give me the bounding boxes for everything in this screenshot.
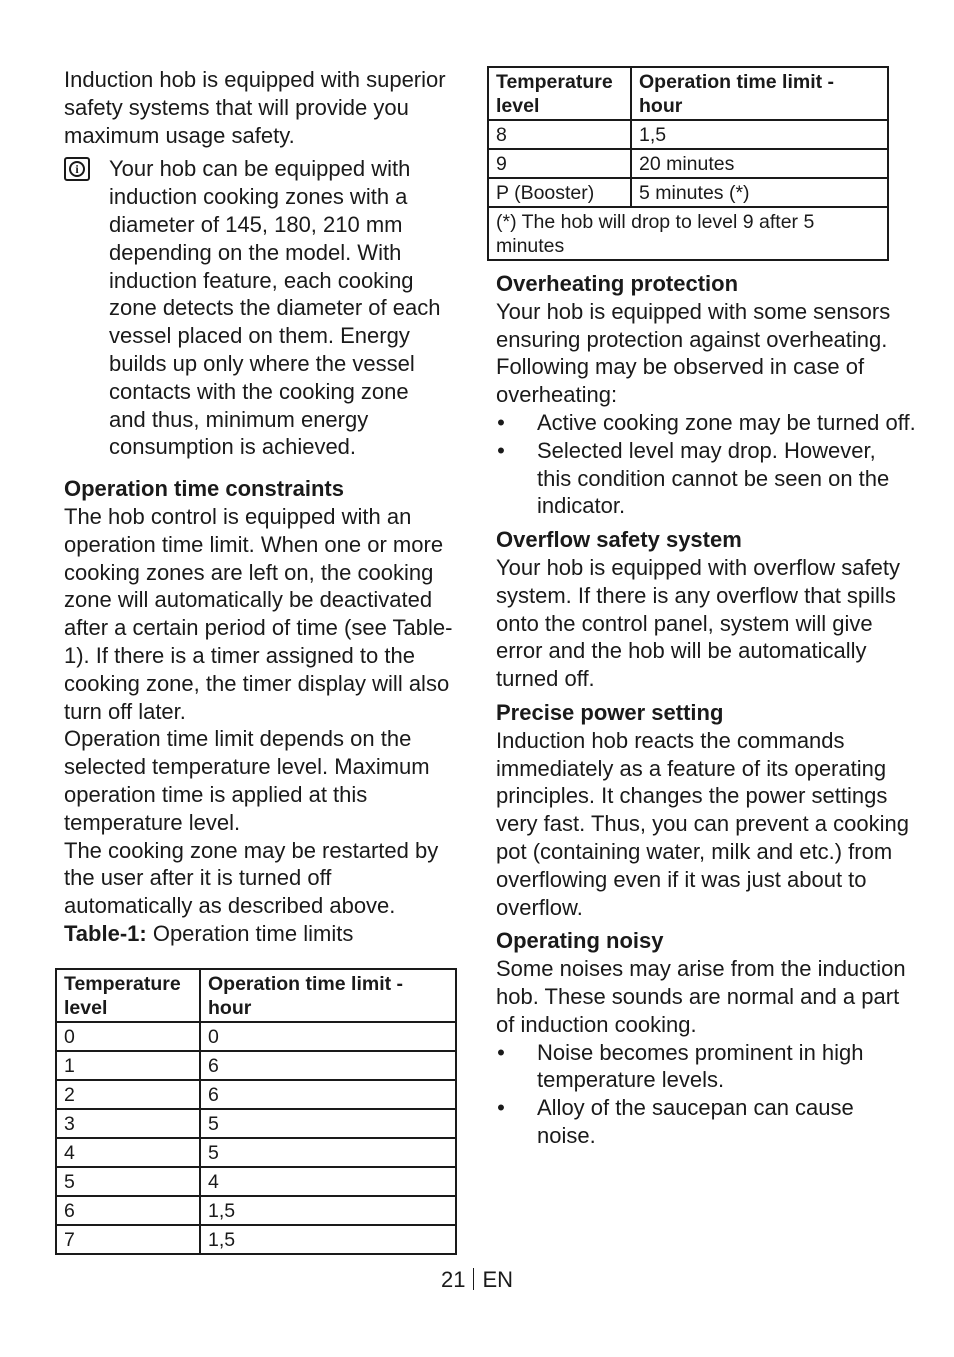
limit-cell: 20 minutes [631, 149, 888, 178]
operating-noise-section [496, 927, 916, 1149]
limit-cell: 6 [200, 1080, 456, 1109]
precise-power-text: Induction hob reacts the commands immediately as a feature of its operating principles. It changes the power settings very fast. Thus, you can prevent a cooking pot (containing water, milk and etc.) from overflowing even if it was just about to overflow. [496, 727, 909, 920]
level-cell: P (Booster) [488, 178, 631, 207]
operation-time-paragraph-3: The cooking zone may be restarted by the user after it is turned off automatically as described above. [64, 837, 439, 919]
list-item: • Noise becomes prominent in high temperature levels. [497, 1039, 864, 1093]
operating-noise-heading: Operating noisy [496, 928, 664, 954]
table-row [56, 1196, 456, 1225]
table-footnote: (*) The hob will drop to level 9 after 5 minutes [488, 207, 888, 260]
level-cell: 0 [56, 1022, 200, 1051]
operation-time-paragraph-2: Operation time limit depends on the selected temperature level. Maximum operation time is applied at this temperature level. [64, 726, 430, 835]
operation-time-section [64, 475, 464, 948]
table-row [488, 120, 888, 149]
limit-cell: 5 minutes (*) [631, 178, 888, 207]
table-row [56, 1167, 456, 1196]
table-caption [64, 920, 464, 948]
table-row [56, 1138, 456, 1167]
level-cell: 3 [56, 1109, 200, 1138]
table-caption-text: Operation time limits [146, 920, 354, 946]
header-temperature-level: Temperature level [56, 969, 200, 1022]
operation-time-table-2 [487, 66, 889, 261]
footer-divider [473, 1268, 474, 1290]
page-footer [0, 1266, 954, 1294]
precise-power-heading: Precise power setting [496, 699, 724, 725]
bullet-dot: • [497, 1095, 505, 1121]
operation-time-heading: Operation time constraints [64, 476, 344, 502]
limit-cell: 1,5 [200, 1225, 456, 1254]
overheating-bullet-list [496, 409, 916, 520]
header-temperature-level: Temperature level [488, 67, 631, 120]
level-cell: 5 [56, 1167, 200, 1196]
limit-cell: 4 [200, 1167, 456, 1196]
overheating-text: Your hob is equipped with some sensors ensuring protection against overheating. Following may be observed in case of overheating: [496, 298, 891, 408]
info-note-text: Your hob can be equipped with induction cooking zones with a diameter of 145, 180, 210 mm depending on the model. With induction feature, each cooking zone detects the diameter of each vessel placed on them. Energy builds up only where the vessel contacts with the cooking zone and thus, minimum energy consumption is achieved. [109, 156, 441, 460]
limit-cell: 5 [200, 1138, 456, 1167]
limit-cell: 1,5 [200, 1196, 456, 1225]
intro-paragraph: Induction hob is equipped with superior safety systems that will provide you maximum usage safety. [64, 67, 446, 148]
info-icon: i [64, 157, 90, 181]
page-number: 21 [440, 1267, 466, 1292]
limit-cell: 1,5 [631, 120, 888, 149]
level-cell: 6 [56, 1196, 200, 1225]
overheating-heading: Overheating protection [496, 271, 739, 296]
table-footnote-row [488, 207, 888, 260]
list-item: • Active cooking zone may be turned off. [497, 409, 916, 435]
level-cell: 2 [56, 1080, 200, 1109]
table-row [56, 1080, 456, 1109]
operating-noise-text: Some noises may arise from the induction hob. These sounds are normal and a part of induction cooking. [496, 956, 906, 1037]
right-column [496, 270, 916, 1150]
level-cell: 1 [56, 1051, 200, 1080]
left-column [64, 66, 464, 948]
level-cell: 7 [56, 1225, 200, 1254]
header-operation-time-limit: Operation time limit - hour [631, 67, 888, 120]
bullet-dot: • [497, 1039, 505, 1065]
table-caption-label: Table-1: [64, 920, 147, 946]
list-item: • Selected level may drop. However, this condition cannot be seen on the indicator. [497, 437, 890, 519]
level-cell: 8 [488, 120, 631, 149]
language-code: EN [482, 1267, 514, 1292]
bullet-dot: • [497, 409, 505, 435]
list-item: • Alloy of the saucepan can cause noise. [497, 1095, 854, 1148]
table-header-row [488, 67, 888, 120]
limit-cell: 0 [200, 1022, 456, 1051]
overflow-text: Your hob is equipped with overflow safety system. If there is any overflow that spills onto the control panel, system will give error and the hob will be automatically turned off. [496, 554, 900, 692]
table-row [488, 178, 888, 207]
operating-noise-bullet-list [496, 1039, 916, 1150]
table-row [56, 1109, 456, 1138]
level-cell: 4 [56, 1138, 200, 1167]
table-row [56, 1051, 456, 1080]
table-header-row [56, 969, 456, 1022]
table-row [488, 149, 888, 178]
limit-cell: 6 [200, 1051, 456, 1080]
operation-time-table-1 [55, 968, 457, 1255]
level-cell: 9 [488, 149, 631, 178]
operation-time-paragraph-1: The hob control is equipped with an operation time limit. When one or more cooking zones are left on, the cooking zone will automatically be deactivated after a certain period of time (see Table-1). If there is a timer assigned to the cooking zone, the timer display will also turn off later. [64, 503, 453, 724]
table-row [56, 1022, 456, 1051]
limit-cell: 5 [200, 1109, 456, 1138]
overflow-heading: Overflow safety system [496, 527, 742, 553]
info-note [64, 155, 464, 461]
precise-power-section [496, 699, 916, 921]
header-operation-time-limit: Operation time limit - hour [200, 969, 456, 1022]
bullet-dot: • [497, 437, 505, 463]
table-row [56, 1225, 456, 1254]
overflow-section [496, 526, 916, 693]
overheating-section [496, 270, 916, 520]
